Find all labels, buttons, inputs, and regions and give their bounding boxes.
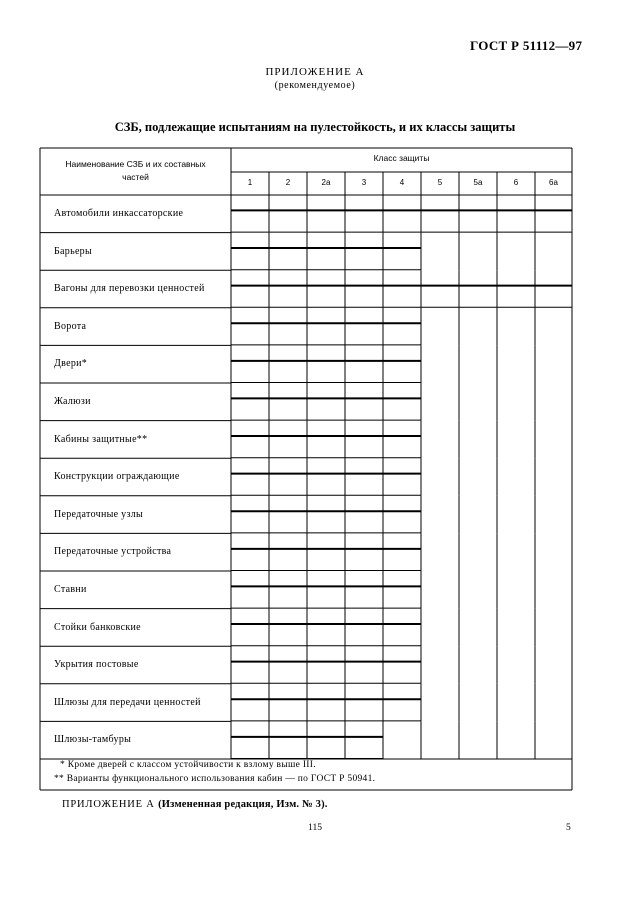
footnote-1: * Кроме дверей с классом устойчивости к взлому выше III. xyxy=(60,760,316,770)
class-label: 5 xyxy=(437,178,443,187)
class-label: 3 xyxy=(361,178,367,187)
row-name: Передаточные узлы xyxy=(54,508,144,520)
class-column-header: Класс защиты xyxy=(373,153,430,163)
name-header-line2: частей xyxy=(122,172,149,182)
row-name: Шлюзы-тамбуры xyxy=(54,734,132,746)
row-name: Кабины защитные** xyxy=(54,433,148,445)
row-name: Барьеры xyxy=(54,245,92,257)
row-name: Ставни xyxy=(54,584,87,595)
document-id: ГОСТ Р 51112—97 xyxy=(470,38,583,53)
amendment-note xyxy=(62,799,328,810)
class-label: 6а xyxy=(549,178,558,187)
amendment-bold: (Измененная редакция, Изм. № 3). xyxy=(158,799,328,810)
row-name: Двери* xyxy=(54,358,88,370)
class-label: 2а xyxy=(321,178,331,187)
row-name: Стойки банковские xyxy=(54,621,141,633)
class-label: 4 xyxy=(399,178,405,187)
class-label: 6 xyxy=(513,178,519,187)
page-number: 115 xyxy=(308,823,322,833)
row-name: Передаточные устройства xyxy=(54,546,172,558)
appendix-title: ПРИЛОЖЕНИЕ А xyxy=(265,66,365,78)
row-name: Жалюзи xyxy=(54,396,91,407)
amendment-prefix: ПРИЛОЖЕНИЕ А xyxy=(62,799,155,810)
footnote-2: ** Варианты функционального использования кабин — по ГОСТ Р 50941. xyxy=(54,774,376,784)
row-name: Укрытия постовые xyxy=(54,659,139,671)
name-column-header xyxy=(40,158,231,184)
class-label: 2 xyxy=(285,178,291,187)
sheet-number: 5 xyxy=(566,823,571,833)
row-name: Шлюзы для передачи ценностей xyxy=(54,696,201,708)
row-name: Ворота xyxy=(54,320,87,332)
class-label: 1 xyxy=(247,178,253,187)
row-name: Автомобили инкассаторские xyxy=(54,208,184,219)
class-label: 5а xyxy=(473,178,483,187)
name-header-line1: Наименование СЗБ и их составных xyxy=(65,159,206,169)
appendix-subtitle: (рекомендуемое) xyxy=(274,80,356,91)
row-name: Вагоны для перевозки ценностей xyxy=(54,283,205,295)
row-name: Конструкции ограждающие xyxy=(54,471,180,483)
table-title: СЗБ, подлежащие испытаниям на пулестойкость, и их классы защиты xyxy=(114,120,516,134)
